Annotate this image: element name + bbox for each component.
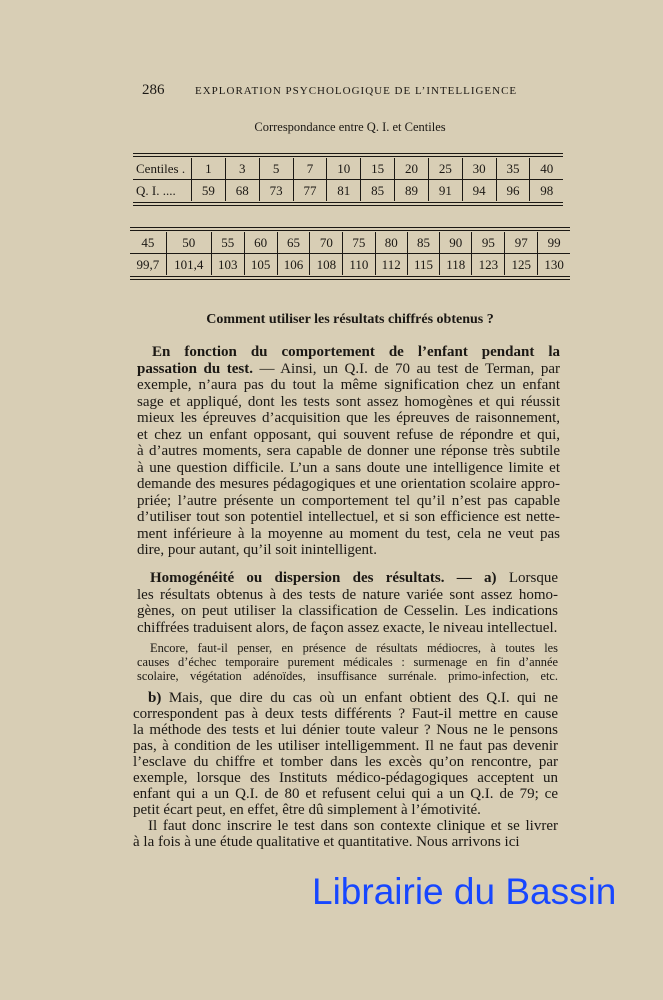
text-line: exemple, lorsque des Instituts médico-pédagogiques acceptent un <box>133 770 558 786</box>
qi-row <box>133 180 563 202</box>
text-line: sage et appliqué, dont les tests sont assez homogènes et qui réussit <box>137 393 560 410</box>
text-line: — Ainsi, un Q.I. de 70 au test de Terman, par <box>252 360 560 377</box>
paragraph-lead: En fonction du comportement de l’enfant pendant la <box>152 344 560 360</box>
table-cell: 96 <box>496 180 530 202</box>
table-cell: 118 <box>440 254 472 276</box>
row-label: Centiles . <box>133 158 192 180</box>
text-line: exemple, n’aura pas du tout la même signification chez un enfant <box>137 377 560 393</box>
table-cell: 115 <box>407 254 439 276</box>
table-cell: 98 <box>530 180 563 202</box>
table-cell: 99 <box>538 232 570 254</box>
table-cell: 85 <box>407 232 439 254</box>
table-cell: 68 <box>225 180 259 202</box>
table-caption: Correspondance entre Q. I. et Centiles <box>254 120 446 134</box>
table-cell: 55 <box>211 232 244 254</box>
table-cell: 7 <box>293 158 327 180</box>
table-cell: 15 <box>361 158 395 180</box>
table-cell: 65 <box>277 232 310 254</box>
table-cell: 73 <box>259 180 293 202</box>
table-cell: 35 <box>496 158 530 180</box>
text-line: Il faut donc inscrire le test dans son contexte clinique et se livrer <box>148 818 558 834</box>
running-title: EXPLORATION PSYCHOLOGIQUE DE L’INTELLIGENCE <box>195 85 518 97</box>
table-cell: 77 <box>293 180 327 202</box>
text-line: à la fois à une étude qualitative et quantitative. Nous arrivons ici <box>133 834 520 850</box>
text-line: Mais, que dire du cas où un enfant obtient des Q.I. qui ne <box>161 690 558 706</box>
text-line: chiffrées traduisent alors, de façon assez exacte, le niveau intellectuel. <box>137 619 558 636</box>
text-line: Encore, faut-il penser, en présence de résultats médiocres, à toutes les <box>150 641 558 655</box>
centiles-row <box>130 232 570 254</box>
table-cell: 1 <box>192 158 226 180</box>
table-cell: 108 <box>310 254 343 276</box>
page-number: 286 <box>142 82 165 98</box>
table-cell: 101,4 <box>166 254 211 276</box>
text-line: scolaire, végétation adénoïdes, insuffisance surrénale. primo-infection, etc. <box>137 669 558 683</box>
table-cell: 89 <box>395 180 429 202</box>
table-cell: 85 <box>361 180 395 202</box>
text-line: priée; l’autre présente un comportement tel qu’il n’est pas capable <box>137 492 560 509</box>
table-cell: 103 <box>211 254 244 276</box>
table-cell: 5 <box>259 158 293 180</box>
table-cell: 60 <box>244 232 277 254</box>
table-cell: 20 <box>395 158 429 180</box>
table-cell: 45 <box>130 232 166 254</box>
qi-row <box>130 254 570 276</box>
table-cell: 40 <box>530 158 563 180</box>
text-line: à d’autres moments, sera capable de donner une réponse très subtile <box>137 443 560 459</box>
text-line: petit écart peut, en effet, être dû simplement à l’émotivité. <box>133 802 481 818</box>
table-cell: 95 <box>472 232 505 254</box>
table-cell: 97 <box>505 232 538 254</box>
table-cell: 110 <box>343 254 375 276</box>
text-line: et chez un enfant opposant, qui souvent refuse de répondre et qui, <box>137 426 560 443</box>
table-cell: 3 <box>225 158 259 180</box>
table-cell: 25 <box>428 158 462 180</box>
paragraph-lead: b) <box>148 690 162 706</box>
table-cell: 10 <box>327 158 361 180</box>
table-cell: 112 <box>375 254 407 276</box>
text-line: mieux les épreuves d’acquisition que les épreuves de raisonnement, <box>137 410 560 426</box>
centiles-row <box>133 158 563 180</box>
text-line: dire, pour autant, qu’il soit inintelligent. <box>137 542 377 558</box>
table-cell: 94 <box>462 180 496 202</box>
footnote <box>137 641 558 683</box>
text-line: l’esclave du chiffre et tomber dans les excès qu’on rencontre, par <box>133 754 558 770</box>
table-cell: 105 <box>244 254 277 276</box>
paragraph-lead: passation du test. <box>137 360 253 377</box>
table-cell: 59 <box>192 180 226 202</box>
table-cell: 91 <box>428 180 462 202</box>
text-line: à une question difficile. L’un a sans doute une intelligence limite et <box>137 459 560 476</box>
table-cell: 50 <box>166 232 211 254</box>
text-line: demande des mesures pédagogiques et une orientation scolaire appro- <box>137 476 560 492</box>
row-label: Q. I. .... <box>136 182 176 198</box>
table-cell: 70 <box>310 232 343 254</box>
text-line: gènes, on peut utiliser la classification de Cesselin. Les indications <box>137 603 558 619</box>
text-line: la méthode des tests et lui dénier toute valeur ? Nous ne le pensons <box>133 722 558 738</box>
text-line: Lorsque <box>496 570 558 586</box>
table-cell: 125 <box>505 254 538 276</box>
watermark: Librairie du Bassin <box>312 871 617 912</box>
text-line: correspondent pas à deux tests différents ? Faut-il mettre en cause <box>133 706 558 722</box>
qi-centile-table-part2 <box>130 227 570 280</box>
text-line: pas, à condition de les utiliser intelligemment. Il ne faut pas devenir <box>133 738 558 754</box>
text-line: ment inférieure à la moyenne au moment du test, cela ne veut pas <box>137 525 560 542</box>
paragraph-comportement <box>137 344 560 559</box>
section-heading: Comment utiliser les résultats chiffrés obtenus ? <box>206 312 494 327</box>
table-cell: 90 <box>440 232 472 254</box>
text-line: enfant qui a un Q.I. de 80 et refusent celui qui a un Q.I. de 79; ce <box>133 786 558 802</box>
paragraph-homogeneite <box>137 570 558 636</box>
text-line: causes d’échec temporaire purement médicales : surmenage en fin d’année <box>137 655 558 669</box>
table-cell: 99,7 <box>136 256 160 272</box>
table-cell: 80 <box>375 232 407 254</box>
qi-centile-table-part1 <box>133 153 563 206</box>
text-line: d’utiliser tout son potentiel intellectuel, et si son efficience est nette- <box>137 509 560 525</box>
table-cell: 30 <box>462 158 496 180</box>
table-cell: 130 <box>538 254 570 276</box>
paragraph-dispersion <box>133 690 558 850</box>
table-cell: 106 <box>277 254 310 276</box>
table-cell: 75 <box>343 232 375 254</box>
table-cell: 81 <box>327 180 361 202</box>
table-cell: 123 <box>472 254 505 276</box>
paragraph-lead: Homogénéité ou dispersion des résultats. — a) <box>150 570 497 586</box>
text-line: les résultats obtenus à des tests de nature variée sont assez homo- <box>137 586 558 603</box>
